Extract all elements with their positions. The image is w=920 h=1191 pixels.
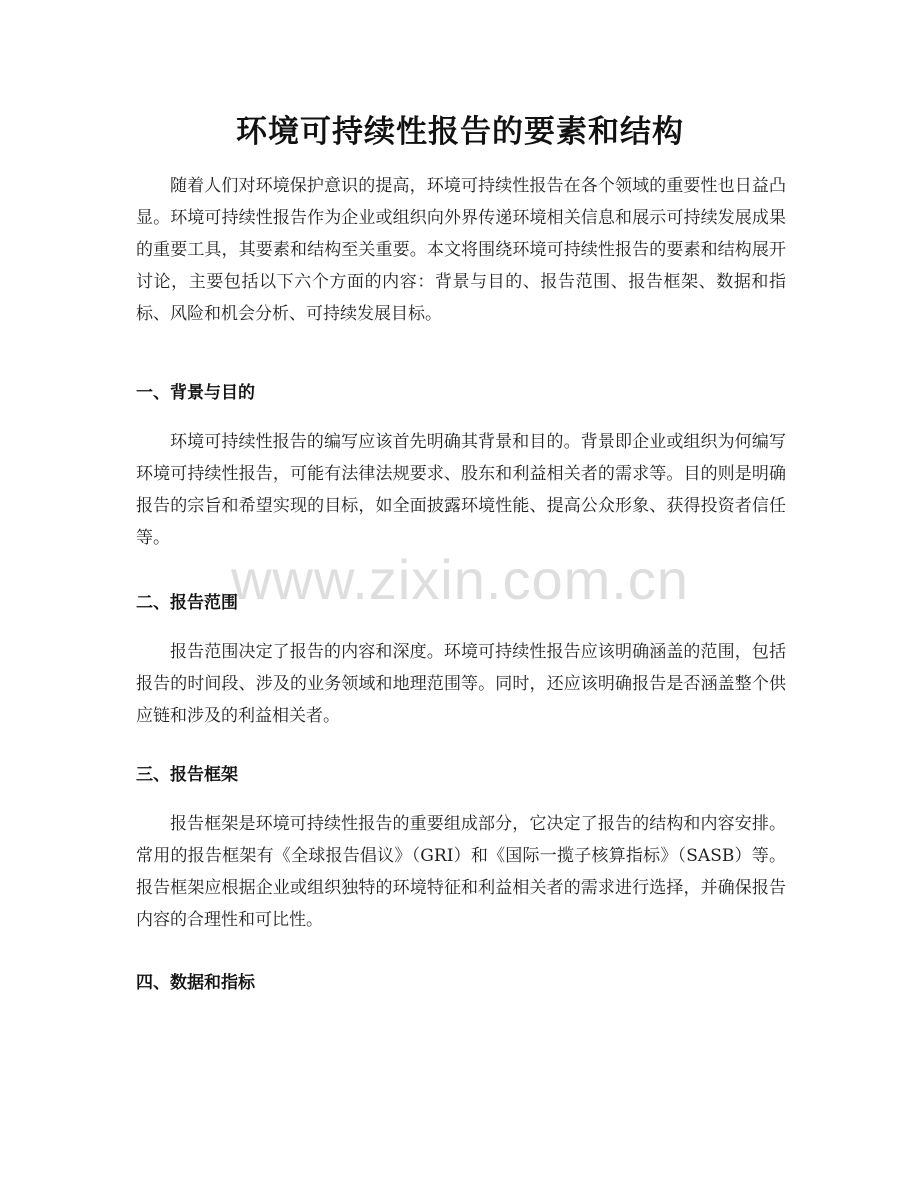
section-body-framework: 报告框架是环境可持续性报告的重要组成部分，它决定了报告的结构和内容安排。常用的报告框架有《全球报告倡议》（GRI）和《国际一揽子核算指标》（SASB）等。报告框架应根据企业或组织独特的环境特征和利益相关者的需求进行选择，并确保报告内容的合理性和可比性。: [136, 814, 786, 930]
document-title: 环境可持续性报告的要素和结构: [236, 114, 684, 150]
intro-paragraph: 随着人们对环境保护意识的提高，环境可持续性报告在各个领域的重要性也日益凸显。环境可持续性报告作为企业或组织向外界传递环境相关信息和展示可持续发展成果的重要工具，其要素和结构至关重要。本文将围绕环境可持续性报告的要素和结构展开讨论，主要包括以下六个方面的内容：背景与目的、报告范围、报告框架、数据和指标、风险和机会分析、可持续发展目标。: [136, 176, 786, 324]
section-heading-scope: 二、报告范围: [136, 593, 238, 613]
section-heading-framework: 三、报告框架: [136, 765, 238, 785]
watermark: www.zixin.com.cn: [231, 548, 689, 611]
section-body-scope: 报告范围决定了报告的内容和深度。环境可持续性报告应该明确涵盖的范围，包括报告的时间段、涉及的业务领域和地理范围等。同时，还应该明确报告是否涵盖整个供应链和涉及的利益相关者。: [136, 642, 786, 726]
section-heading-data: 四、数据和指标: [136, 973, 255, 993]
section-heading-background: 一、背景与目的: [136, 383, 255, 403]
section-body-background: 环境可持续性报告的编写应该首先明确其背景和目的。背景即企业或组织为何编写环境可持续性报告，可能有法律法规要求、股东和利益相关者的需求等。目的则是明确报告的宗旨和希望实现的目标，如全面披露环境性能、提高公众形象、获得投资者信任等。: [136, 432, 786, 548]
